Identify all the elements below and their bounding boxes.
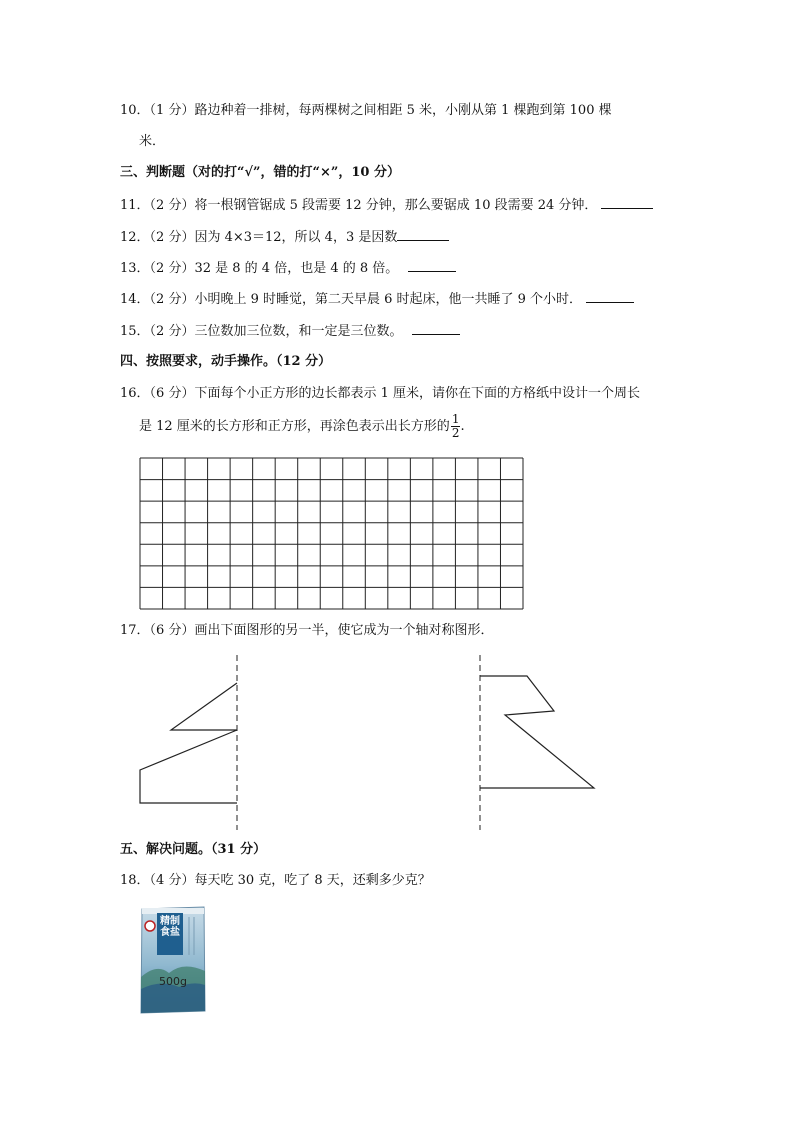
q14 <box>120 290 634 310</box>
q15-answer-blank[interactable] <box>412 322 460 335</box>
q10-line2: 米． <box>139 134 166 149</box>
square-grid-paper[interactable] <box>139 457 524 610</box>
fraction-denominator: 2 <box>451 426 460 440</box>
q12 <box>120 228 449 248</box>
q18-text: 18．（4 分）每天吃 30 克，吃了 8 天，还剩多少克？ <box>120 873 431 888</box>
q16-line1: 16．（6 分）下面每个小正方形的边长都表示 1 厘米，请你在下面的方格纸中设计一个周长 <box>120 386 640 401</box>
section3-title: 三、判断题（对的打“√”，错的打“×”，10 分） <box>120 165 400 180</box>
fraction-numerator: 1 <box>451 412 460 426</box>
symmetry-figures <box>130 652 610 832</box>
salt-bag-image <box>139 905 207 1015</box>
q12-answer-blank[interactable] <box>397 228 449 241</box>
q11-text: 11．（2 分）将一根钢管锯成 5 段需要 12 分钟，那么要锯成 10 段需要 24 分钟． <box>120 198 598 213</box>
q14-text: 14．（2 分）小明晚上 9 时睡觉，第二天早晨 6 时起床，他一共睡了 9 个小时． <box>120 292 583 307</box>
q13-answer-blank[interactable] <box>408 259 456 272</box>
salt-bag-weight: 500g <box>159 975 187 988</box>
right-half-figure[interactable] <box>480 676 594 788</box>
left-half-figure[interactable] <box>140 683 237 803</box>
q15 <box>120 322 460 342</box>
section5-title: 五、解决问题。（31 分） <box>120 842 267 857</box>
q11-answer-blank[interactable] <box>601 196 653 209</box>
q17-text: 17．（6 分）画出下面图形的另一半，使它成为一个轴对称图形． <box>120 623 494 638</box>
q10-line1: 10．（1 分）路边种着一排树，每两棵树之间相距 5 米，小刚从第 1 棵跑到第 100 棵 <box>120 103 612 118</box>
fraction-half <box>451 413 461 440</box>
q14-answer-blank[interactable] <box>586 290 634 303</box>
q16-line2-text: 是 12 厘米的长方形和正方形，再涂色表示出长方形的 <box>139 419 450 434</box>
q15-text: 15．（2 分）三位数加三位数，和一定是三位数。 <box>120 324 403 339</box>
section4-title: 四、按照要求，动手操作。（12 分） <box>120 354 332 369</box>
salt-bag-label: 精制食盐 <box>160 916 180 938</box>
q13 <box>120 259 456 279</box>
q16-line2-period: . <box>460 419 465 434</box>
q12-text: 12．（2 分）因为 4×3＝12，所以 4，3 是因数 <box>120 230 398 245</box>
q16-line2 <box>139 412 465 442</box>
q13-text: 13．（2 分）32 是 8 的 4 倍，也是 4 的 8 倍。 <box>120 261 399 276</box>
q11 <box>120 196 653 216</box>
